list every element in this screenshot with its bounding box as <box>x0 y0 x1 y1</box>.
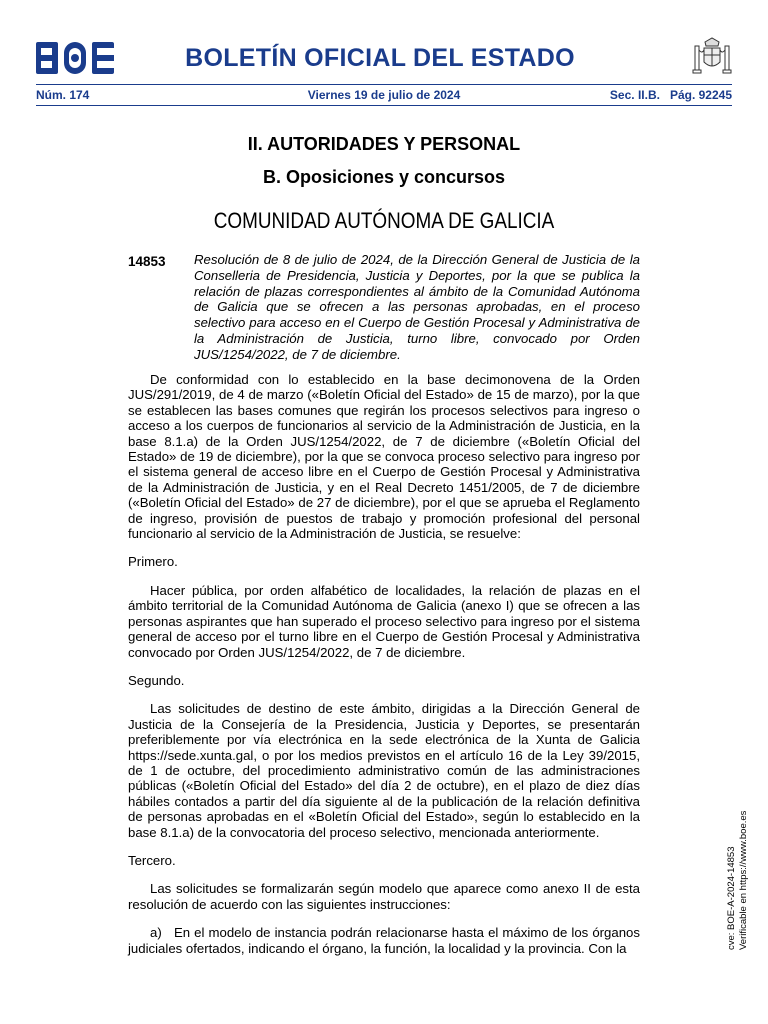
label-primero: Primero. <box>128 554 178 570</box>
issue-date: Viernes 19 de julio de 2024 <box>307 88 461 102</box>
paragraph-segundo: Las solicitudes de destino de este ámbito, dirigidas a la Dirección General de Justicia de la Consejería de la Presidencia, Justicia y Deportes, se presentarán preferiblemente por vía electrónica en la sede electrónica de la Xunta de Galicia https://sede.xunta.gal, o por los medios previstos en el artículo 16 de la Ley 39/2015, de 1 de octubre, del procedimiento administrativo común de las administraciones públicas («Boletín Oficial del Estado» del día 2 de octubre), en el plazo de diez días hábiles contados a partir del día siguiente al de la publicación de la relación definitiva de personas aprobadas en el «Boletín Oficial del Estado», según lo establecido en la base 8.1.a) de la convocatoria del proceso selectivo, mencionada anteriormente. <box>128 701 640 840</box>
paragraph-tercero-a: a) En el modelo de instancia podrán relacionarse hasta el máximo de los órganos judiciales ofertados, indicando el órgano, la función, la localidad y la provincia. Con la <box>128 925 644 956</box>
paragraph-tercero: Las solicitudes se formalizarán según modelo que aparece como anexo II de esta resolución de acuerdo con las siguientes instrucciones: <box>128 881 640 912</box>
section-title: II. AUTORIDADES Y PERSONAL <box>247 134 521 154</box>
disposition-summary: Resolución de 8 de julio de 2024, de la Dirección General de Justicia de la Conselleria de Presidencia, Justicia y Deportes, por la que se publica la relación de plazas correspondientes al ámbito de la Comunidad Autónoma de Galicia que se ofrecen a las personas aprobadas, en el proceso selectivo para acceso en el Cuerpo de Gestión Procesal y Administrativa de la Administración de Justicia, turno libre, convocado por Orden JUS/1254/2022, de 7 de diciembre. <box>194 252 640 362</box>
spanish-coat-of-arms-icon <box>690 36 734 80</box>
authority-heading: COMUNIDAD AUTÓNOMA DE GALICIA <box>213 208 555 233</box>
boe-logo-icon <box>36 42 114 74</box>
header-rule-top <box>36 84 732 85</box>
verification-url: Verificable en https://www.boe.es <box>738 810 749 950</box>
disposition-number: 14853 <box>128 254 166 269</box>
section-subtitle: B. Oposiciones y concursos <box>262 167 506 187</box>
issue-number: Núm. 174 <box>36 88 90 102</box>
section-page: Sec. II.B. Pág. 92245 <box>609 88 732 102</box>
masthead-title: BOLETÍN OFICIAL DEL ESTADO <box>185 44 575 72</box>
document-body <box>128 372 644 969</box>
intro-paragraph: De conformidad con lo establecido en la base decimonovena de la Orden JUS/291/2019, de 4 de marzo («Boletín Oficial del Estado» de 15 de marzo), por la que se establecen las bases comunes que regirán los procesos selectivos para ingreso o acceso a los cuerpos de funcionarios al servicio de la Administración de Justicia, en la base 8.1.a) de la Orden JUS/1254/2022, de 7 de diciembre («Boletín Oficial del Estado» de 19 de diciembre), por la que se convoca proceso selectivo para ingreso por el sistema general de acceso libre en el Cuerpo de Gestión Procesal y Administrativa de la Administración de Justicia, y en el Real Decreto 1451/2005, de 7 de diciembre («Boletín Oficial del Estado» de 27 de diciembre), por el que se aprueba el Reglamento de ingreso, provisión de puestos de trabajo y promoción profesional del personal funcionario al servicio de la Administración de Justicia, se resuelve: <box>128 372 640 542</box>
paragraph-primero: Hacer pública, por orden alfabético de localidades, la relación de plazas en el ámbito territorial de la Comunidad Autónoma de Galicia (anexo I) que se ofrecen a las personas aspirantes que han superado el proceso selectivo para ingreso por el sistema general de acceso por el turno libre en el Cuerpo de Gestión Procesal y Administrativa convocado por Orden JUS/1254/2022, de 7 de diciembre. <box>128 582 640 660</box>
cve-code: cve: BOE-A-2024-14853 <box>726 846 737 950</box>
header-rule-bottom <box>36 105 732 106</box>
label-tercero: Tercero. <box>128 852 176 868</box>
verification-sidenote <box>726 811 750 950</box>
label-segundo: Segundo. <box>128 672 185 688</box>
